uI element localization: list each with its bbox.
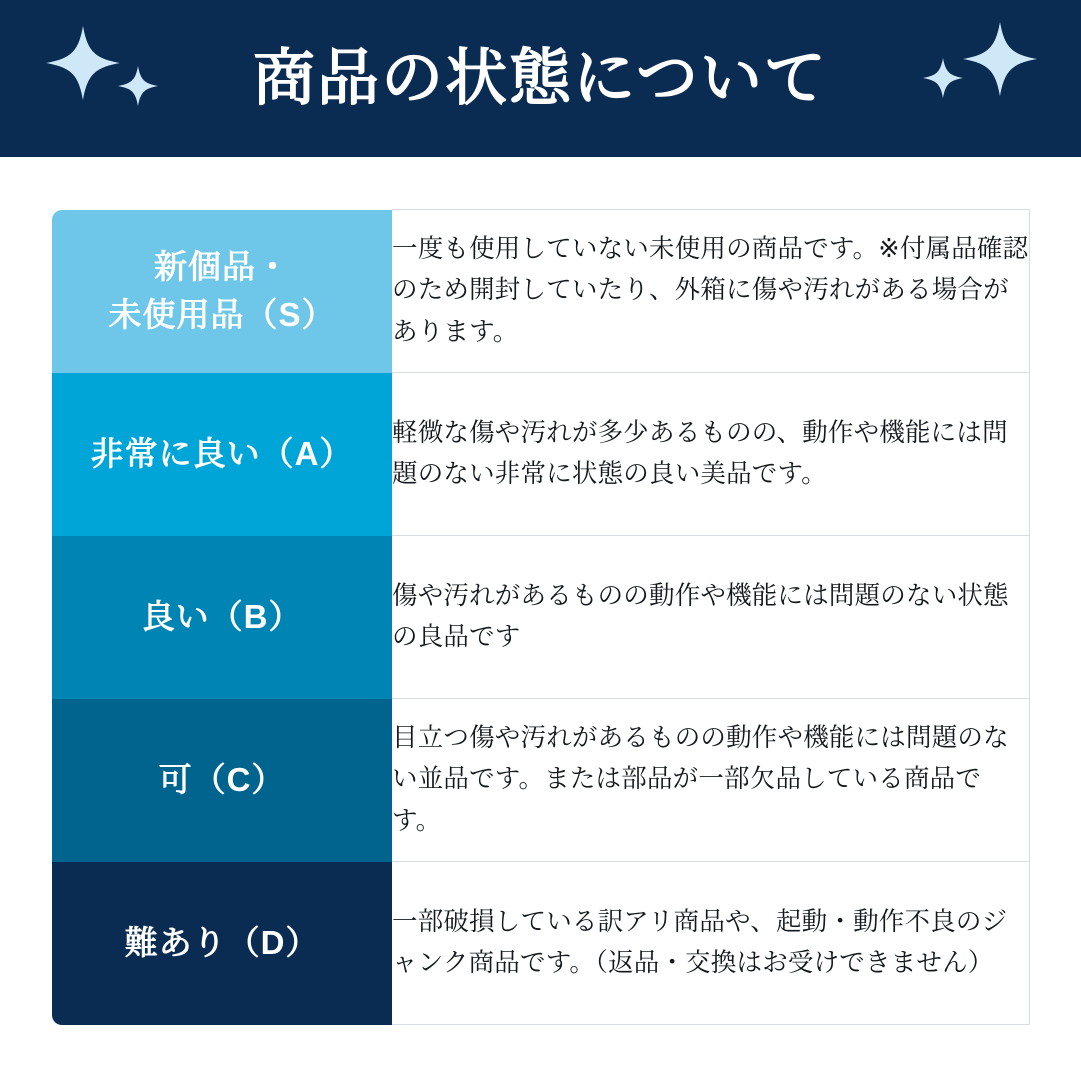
grade-label-line: 可（C） bbox=[158, 761, 286, 799]
table-row bbox=[52, 373, 1029, 536]
grade-cell-c bbox=[52, 699, 392, 862]
grade-cell-a bbox=[52, 373, 392, 536]
description-cell-d: 一部破損している訳アリ商品や、起動・動作不良のジャンク商品です。（返品・交換はお受けできません） bbox=[392, 862, 1029, 1025]
sparkle-icon-right-small bbox=[923, 58, 963, 98]
table-row bbox=[52, 536, 1029, 699]
table-row bbox=[52, 699, 1029, 862]
condition-table-container bbox=[0, 157, 1081, 1025]
sparkle-icon-left-small bbox=[118, 66, 158, 106]
description-cell-s: 一度も使用していない未使用の商品です。※付属品確認のため開封していたり、外箱に傷や汚れがある場合があります。 bbox=[392, 210, 1029, 373]
grade-cell-s bbox=[52, 210, 392, 373]
condition-table bbox=[52, 209, 1030, 1025]
grade-label-line: 難あり（D） bbox=[124, 924, 320, 962]
page-title: 商品の状態について bbox=[253, 43, 828, 113]
grade-label-line: 新個品・ bbox=[154, 248, 290, 286]
header-banner bbox=[0, 0, 1081, 157]
table-row bbox=[52, 210, 1029, 373]
grade-label-line: 非常に良い（A） bbox=[90, 435, 354, 473]
grade-cell-b bbox=[52, 536, 392, 699]
grade-label-line: 良い（B） bbox=[141, 598, 303, 636]
grade-label-line: 未使用品（S） bbox=[108, 296, 336, 333]
sparkle-icon-right-large bbox=[963, 22, 1037, 96]
description-cell-c: 目立つ傷や汚れがあるものの動作や機能には問題のない並品です。または部品が一部欠品している商品です。 bbox=[392, 699, 1029, 862]
sparkle-icon-left-large bbox=[46, 26, 120, 100]
table-row bbox=[52, 862, 1029, 1025]
description-cell-b: 傷や汚れがあるものの動作や機能には問題のない状態の良品です bbox=[392, 536, 1029, 699]
description-cell-a: 軽微な傷や汚れが多少あるものの、動作や機能には問題のない非常に状態の良い美品です。 bbox=[392, 373, 1029, 536]
grade-cell-d bbox=[52, 862, 392, 1025]
